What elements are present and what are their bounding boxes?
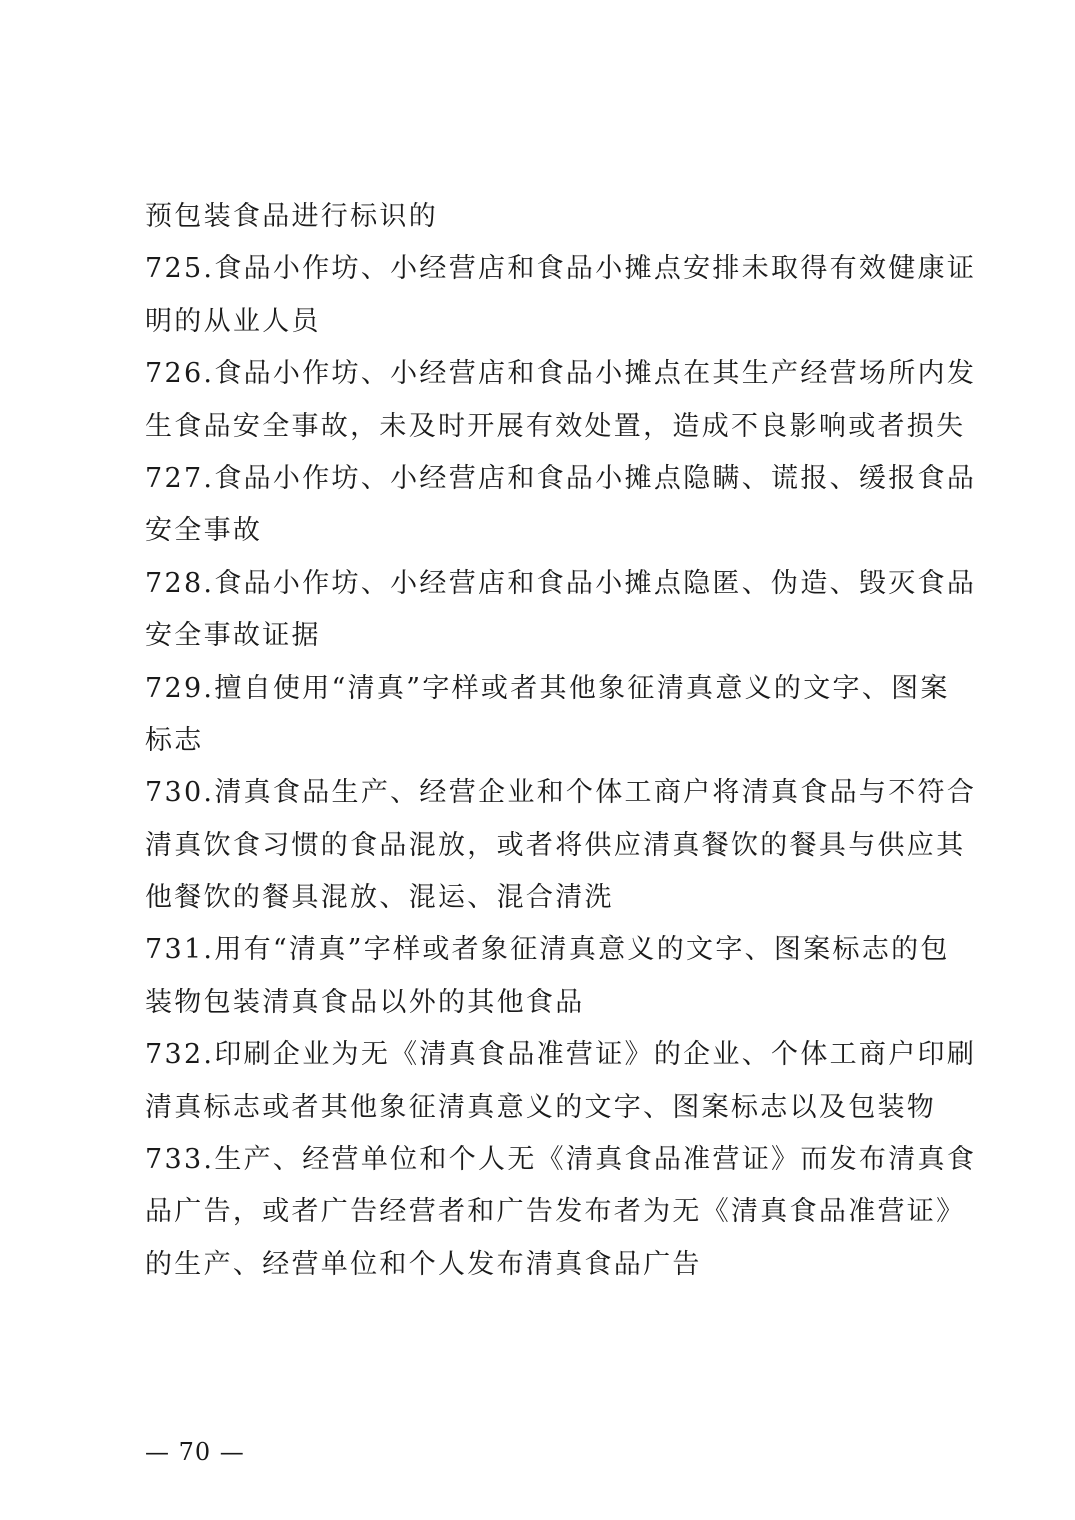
text-line: 安全事故 xyxy=(145,515,263,547)
text-line: 品广告，或者广告经营者和广告发布者为无《清真食品准营证》 xyxy=(145,1196,966,1228)
text-line: 729.擅自使用“清真”字样或者其他象征清真意义的文字、图案 xyxy=(145,672,950,704)
text-line: 清真标志或者其他象征清真意义的文字、图案标志以及包装物 xyxy=(145,1091,937,1123)
text-line: 725.食品小作坊、小经营店和食品小摊点安排未取得有效健康证 xyxy=(145,253,977,285)
body-text xyxy=(145,191,977,1291)
text-line: 727.食品小作坊、小经营店和食品小摊点隐瞒、谎报、缓报食品 xyxy=(145,462,977,494)
text-line: 安全事故证据 xyxy=(145,620,321,652)
text-line: 装物包装清真食品以外的其他食品 xyxy=(145,986,585,1018)
text-line: 生食品安全事故，未及时开展有效处置，造成不良影响或者损失 xyxy=(145,410,966,442)
page-number: — 70 — xyxy=(145,1438,245,1466)
text-line: 标志 xyxy=(145,724,204,756)
text-line: 730.清真食品生产、经营企业和个体工商户将清真食品与不符合 xyxy=(145,777,977,809)
text-line: 728.食品小作坊、小经营店和食品小摊点隐匿、伪造、毁灭食品 xyxy=(145,567,977,599)
text-line: 733.生产、经营单位和个人无《清真食品准营证》而发布清真食 xyxy=(145,1144,977,1176)
text-line: 预包装食品进行标识的 xyxy=(145,201,438,232)
text-line: 清真饮食习惯的食品混放，或者将供应清真餐饮的餐具与供应其 xyxy=(145,829,966,861)
text-line: 732.印刷企业为无《清真食品准营证》的企业、个体工商户印刷 xyxy=(145,1039,977,1071)
text-line: 他餐饮的餐具混放、混运、混合清洗 xyxy=(145,882,614,914)
text-line: 的生产、经营单位和个人发布清真食品广告 xyxy=(145,1248,702,1280)
text-line: 726.食品小作坊、小经营店和食品小摊点在其生产经营场所内发 xyxy=(145,358,977,390)
text-line: 明的从业人员 xyxy=(145,305,321,337)
text-line: 731.用有“清真”字样或者象征清真意义的文字、图案标志的包 xyxy=(145,934,950,966)
